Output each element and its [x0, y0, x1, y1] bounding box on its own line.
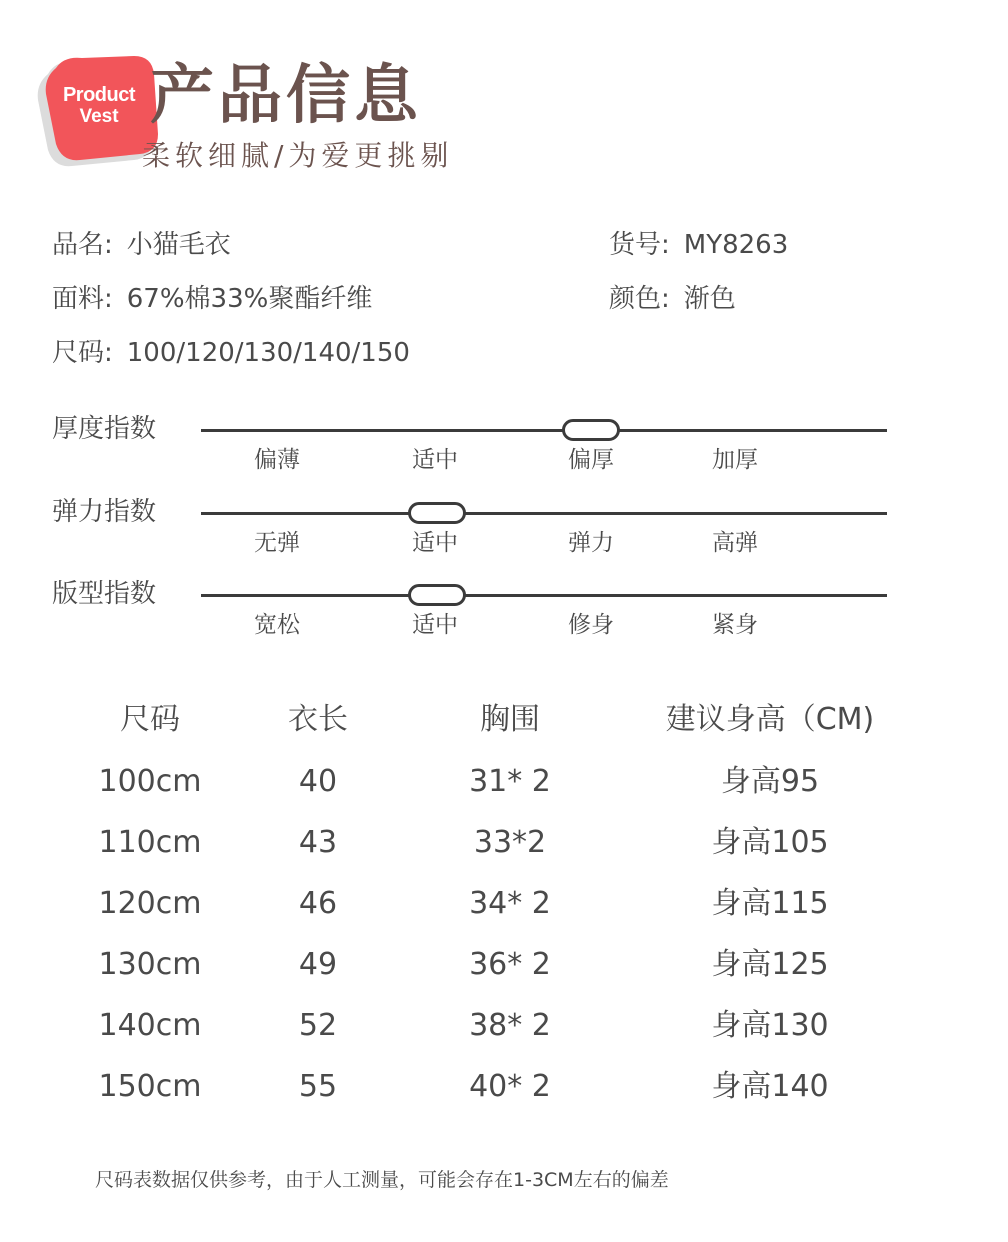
fit-index-label: 版型指数	[52, 579, 157, 609]
table-cell-chest: 36* 2	[469, 947, 551, 982]
thickness-index-option: 适中	[412, 447, 458, 473]
page-title: 产品信息	[150, 59, 422, 133]
badge-line1: Product	[62, 84, 136, 106]
fit-index-track	[201, 594, 887, 597]
table-cell-size: 140cm	[98, 1008, 202, 1043]
table-header-length: 衣长	[288, 702, 348, 737]
thickness-index-option: 加厚	[712, 447, 758, 473]
table-cell-height: 身高130	[711, 1008, 829, 1043]
info-material	[52, 282, 372, 316]
thickness-index-marker	[562, 419, 620, 441]
info-color	[609, 282, 736, 316]
info-value: 渐色	[683, 284, 736, 314]
elasticity-index-marker	[408, 502, 466, 524]
table-cell-chest: 40* 2	[469, 1069, 551, 1104]
table-cell-height: 身高115	[711, 886, 829, 921]
elasticity-index-option: 高弹	[712, 530, 758, 556]
thickness-index-option: 偏薄	[254, 447, 300, 473]
info-sizes	[52, 336, 410, 370]
table-cell-size: 100cm	[98, 764, 202, 799]
table-header-size: 尺码	[120, 702, 180, 737]
table-header-chest: 胸围	[480, 702, 540, 737]
thickness-index-option: 偏厚	[568, 447, 614, 473]
fit-index-marker	[408, 584, 466, 606]
fit-index-option: 修身	[568, 612, 614, 638]
info-value: 100/120/130/140/150	[126, 338, 410, 368]
table-cell-length: 52	[298, 1008, 338, 1043]
elasticity-index-option: 无弹	[254, 530, 300, 556]
table-cell-chest: 38* 2	[469, 1008, 551, 1043]
table-cell-height: 身高95	[720, 764, 820, 799]
elasticity-index-option: 适中	[412, 530, 458, 556]
thickness-index-track	[201, 429, 887, 432]
elasticity-index-option: 弹力	[568, 530, 614, 556]
table-cell-size: 120cm	[98, 886, 202, 921]
info-label: 面料:	[52, 284, 113, 314]
fit-index-option: 适中	[412, 612, 458, 638]
info-value: MY8263	[683, 230, 789, 260]
elasticity-index-track	[201, 512, 887, 515]
size-note: 尺码表数据仅供参考，由于人工测量，可能会存在1-3CM左右的偏差	[95, 1169, 669, 1191]
info-value: 小猫毛衣	[126, 230, 231, 260]
thickness-index-label: 厚度指数	[52, 414, 157, 444]
fit-index-option: 宽松	[254, 612, 300, 638]
badge-line2: Vest	[79, 106, 119, 127]
table-cell-length: 46	[298, 886, 338, 921]
table-cell-height: 身高105	[711, 825, 829, 860]
table-cell-height: 身高140	[711, 1069, 829, 1104]
info-product-name	[52, 228, 231, 262]
table-cell-length: 49	[298, 947, 338, 982]
info-label: 品名:	[52, 230, 113, 260]
table-header-height: 建议身高（CM)	[665, 702, 875, 737]
page-subtitle: 柔软细腻/为爱更挑剔	[142, 139, 454, 172]
table-cell-chest: 34* 2	[469, 886, 551, 921]
product-vest-badge	[34, 54, 144, 164]
fit-index-option: 紧身	[712, 612, 758, 638]
table-cell-size: 150cm	[98, 1069, 202, 1104]
info-value: 67%棉33%聚酯纤维	[126, 284, 373, 314]
table-cell-height: 身高125	[711, 947, 829, 982]
info-label: 颜色:	[609, 284, 670, 314]
table-cell-chest: 31* 2	[469, 764, 551, 799]
info-label: 货号:	[609, 230, 670, 260]
badge-text	[34, 84, 164, 128]
table-cell-length: 55	[298, 1069, 338, 1104]
elasticity-index-label: 弹力指数	[52, 497, 157, 527]
table-cell-size: 130cm	[98, 947, 202, 982]
info-sku	[609, 228, 788, 262]
table-cell-size: 110cm	[98, 825, 202, 860]
table-cell-length: 40	[298, 764, 338, 799]
table-cell-chest: 33*2	[473, 825, 547, 860]
table-cell-length: 43	[298, 825, 338, 860]
info-label: 尺码:	[52, 338, 113, 368]
